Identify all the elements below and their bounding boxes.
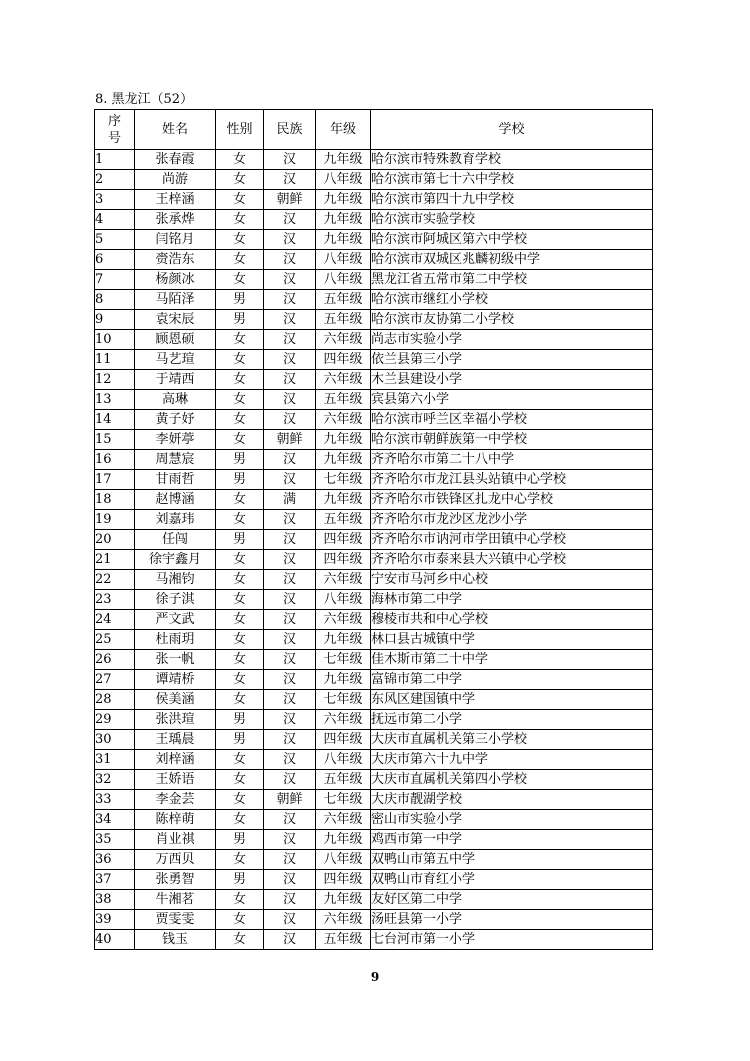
cell-seq: 39 <box>95 910 135 930</box>
cell-ethnicity: 汉 <box>264 350 316 370</box>
cell-seq: 9 <box>95 310 135 330</box>
cell-grade: 五年级 <box>316 310 371 330</box>
table-row <box>95 270 653 290</box>
table-row <box>95 150 653 170</box>
cell-ethnicity: 汉 <box>264 610 316 630</box>
cell-seq: 37 <box>95 870 135 890</box>
cell-gender: 男 <box>216 730 264 750</box>
cell-grade: 六年级 <box>316 910 371 930</box>
cell-seq: 27 <box>95 670 135 690</box>
cell-gender: 女 <box>216 750 264 770</box>
table-row <box>95 390 653 410</box>
cell-school: 密山市实验小学 <box>371 810 653 830</box>
cell-grade: 七年级 <box>316 790 371 810</box>
cell-ethnicity: 汉 <box>264 530 316 550</box>
cell-seq: 2 <box>95 170 135 190</box>
cell-ethnicity: 汉 <box>264 910 316 930</box>
table-row <box>95 710 653 730</box>
cell-seq: 23 <box>95 590 135 610</box>
cell-grade: 六年级 <box>316 710 371 730</box>
cell-gender: 女 <box>216 850 264 870</box>
cell-name: 张承烨 <box>135 210 216 230</box>
cell-school: 双鸭山市育红小学 <box>371 870 653 890</box>
cell-grade: 六年级 <box>316 370 371 390</box>
cell-grade: 九年级 <box>316 630 371 650</box>
cell-name: 谭靖桥 <box>135 670 216 690</box>
cell-gender: 女 <box>216 250 264 270</box>
cell-grade: 六年级 <box>316 570 371 590</box>
cell-gender: 女 <box>216 650 264 670</box>
section-title: 8. 黑龙江（52） <box>95 92 194 107</box>
cell-ethnicity: 汉 <box>264 850 316 870</box>
cell-gender: 女 <box>216 770 264 790</box>
cell-name: 李妍葶 <box>135 430 216 450</box>
cell-name: 王瑀晨 <box>135 730 216 750</box>
cell-ethnicity: 汉 <box>264 390 316 410</box>
cell-seq: 32 <box>95 770 135 790</box>
cell-name: 侯美涵 <box>135 690 216 710</box>
table-row <box>95 850 653 870</box>
table-row <box>95 250 653 270</box>
cell-grade: 五年级 <box>316 290 371 310</box>
cell-ethnicity: 朝鲜 <box>264 790 316 810</box>
cell-name: 徐宇鑫月 <box>135 550 216 570</box>
cell-grade: 九年级 <box>316 450 371 470</box>
cell-seq: 17 <box>95 470 135 490</box>
table-row <box>95 190 653 210</box>
cell-gender: 女 <box>216 150 264 170</box>
cell-school: 齐齐哈尔市铁锋区扎龙中心学校 <box>371 490 653 510</box>
cell-gender: 女 <box>216 790 264 810</box>
cell-gender: 女 <box>216 370 264 390</box>
cell-name: 于靖西 <box>135 370 216 390</box>
table-row <box>95 230 653 250</box>
cell-name: 周慧宸 <box>135 450 216 470</box>
roster-table <box>94 109 653 950</box>
cell-school: 哈尔滨市特殊教育学校 <box>371 150 653 170</box>
cell-ethnicity: 汉 <box>264 890 316 910</box>
cell-grade: 五年级 <box>316 930 371 950</box>
cell-school: 富锦市第二中学 <box>371 670 653 690</box>
cell-school: 哈尔滨市继红小学校 <box>371 290 653 310</box>
cell-school: 哈尔滨市第四十九中学校 <box>371 190 653 210</box>
cell-seq: 38 <box>95 890 135 910</box>
table-row <box>95 610 653 630</box>
cell-seq: 5 <box>95 230 135 250</box>
table-row <box>95 510 653 530</box>
header-school: 学校 <box>371 110 653 150</box>
cell-grade: 六年级 <box>316 610 371 630</box>
cell-grade: 九年级 <box>316 430 371 450</box>
cell-school: 穆棱市共和中心学校 <box>371 610 653 630</box>
cell-gender: 男 <box>216 830 264 850</box>
cell-name: 杨颜冰 <box>135 270 216 290</box>
cell-ethnicity: 汉 <box>264 630 316 650</box>
table-row <box>95 370 653 390</box>
cell-gender: 女 <box>216 630 264 650</box>
cell-name: 马湘钧 <box>135 570 216 590</box>
cell-school: 哈尔滨市阿城区第六中学校 <box>371 230 653 250</box>
cell-school: 尚志市实验小学 <box>371 330 653 350</box>
cell-name: 袁宋辰 <box>135 310 216 330</box>
cell-name: 黄子妤 <box>135 410 216 430</box>
cell-school: 七台河市第一小学 <box>371 930 653 950</box>
cell-seq: 4 <box>95 210 135 230</box>
cell-name: 张勇智 <box>135 870 216 890</box>
cell-name: 赵博涵 <box>135 490 216 510</box>
cell-name: 马陌泽 <box>135 290 216 310</box>
cell-ethnicity: 汉 <box>264 730 316 750</box>
table-row <box>95 930 653 950</box>
cell-gender: 女 <box>216 410 264 430</box>
cell-seq: 29 <box>95 710 135 730</box>
cell-seq: 40 <box>95 930 135 950</box>
cell-school: 友好区第二中学 <box>371 890 653 910</box>
cell-school: 齐齐哈尔市讷河市学田镇中心学校 <box>371 530 653 550</box>
cell-grade: 五年级 <box>316 770 371 790</box>
cell-grade: 八年级 <box>316 270 371 290</box>
cell-gender: 女 <box>216 330 264 350</box>
cell-seq: 30 <box>95 730 135 750</box>
table-row <box>95 470 653 490</box>
cell-gender: 女 <box>216 510 264 530</box>
cell-school: 大庆市直属机关第三小学校 <box>371 730 653 750</box>
table-row <box>95 790 653 810</box>
table-row <box>95 770 653 790</box>
cell-name: 徐子淇 <box>135 590 216 610</box>
header-seq-line2: 号 <box>107 131 121 146</box>
table-body <box>95 150 653 950</box>
cell-school: 林口县古城镇中学 <box>371 630 653 650</box>
cell-grade: 五年级 <box>316 510 371 530</box>
cell-ethnicity: 汉 <box>264 930 316 950</box>
cell-ethnicity: 汉 <box>264 470 316 490</box>
cell-gender: 男 <box>216 450 264 470</box>
cell-grade: 八年级 <box>316 590 371 610</box>
page-number: 9 <box>370 970 380 984</box>
cell-seq: 36 <box>95 850 135 870</box>
cell-name: 马艺瑄 <box>135 350 216 370</box>
header-gender: 性别 <box>216 110 264 150</box>
cell-gender: 女 <box>216 690 264 710</box>
cell-gender: 女 <box>216 190 264 210</box>
header-seq-line1: 序 <box>107 114 121 129</box>
cell-gender: 女 <box>216 910 264 930</box>
cell-ethnicity: 汉 <box>264 150 316 170</box>
cell-name: 万西贝 <box>135 850 216 870</box>
cell-ethnicity: 汉 <box>264 310 316 330</box>
table-row <box>95 810 653 830</box>
cell-grade: 六年级 <box>316 810 371 830</box>
cell-gender: 女 <box>216 670 264 690</box>
cell-ethnicity: 汉 <box>264 690 316 710</box>
cell-name: 钱玉 <box>135 930 216 950</box>
cell-seq: 13 <box>95 390 135 410</box>
cell-gender: 女 <box>216 570 264 590</box>
cell-gender: 女 <box>216 270 264 290</box>
cell-name: 甘雨哲 <box>135 470 216 490</box>
cell-seq: 18 <box>95 490 135 510</box>
cell-school: 哈尔滨市友协第二小学校 <box>371 310 653 330</box>
cell-seq: 16 <box>95 450 135 470</box>
cell-gender: 女 <box>216 590 264 610</box>
cell-school: 齐齐哈尔市龙沙区龙沙小学 <box>371 510 653 530</box>
table-header <box>95 110 653 150</box>
cell-school: 佳木斯市第二十中学 <box>371 650 653 670</box>
cell-seq: 28 <box>95 690 135 710</box>
cell-school: 汤旺县第一小学 <box>371 910 653 930</box>
cell-ethnicity: 汉 <box>264 650 316 670</box>
cell-school: 海林市第二中学 <box>371 590 653 610</box>
cell-grade: 九年级 <box>316 890 371 910</box>
table-row <box>95 830 653 850</box>
cell-ethnicity: 汉 <box>264 770 316 790</box>
cell-seq: 26 <box>95 650 135 670</box>
cell-name: 陈梓萌 <box>135 810 216 830</box>
table-row <box>95 750 653 770</box>
cell-name: 任闯 <box>135 530 216 550</box>
cell-ethnicity: 汉 <box>264 290 316 310</box>
cell-seq: 22 <box>95 570 135 590</box>
cell-name: 刘嘉玮 <box>135 510 216 530</box>
cell-seq: 25 <box>95 630 135 650</box>
cell-grade: 九年级 <box>316 230 371 250</box>
cell-ethnicity: 汉 <box>264 450 316 470</box>
cell-seq: 14 <box>95 410 135 430</box>
cell-grade: 八年级 <box>316 170 371 190</box>
cell-school: 木兰县建设小学 <box>371 370 653 390</box>
table-row <box>95 670 653 690</box>
cell-gender: 女 <box>216 610 264 630</box>
cell-name: 牛湘茗 <box>135 890 216 910</box>
table-row <box>95 630 653 650</box>
cell-ethnicity: 汉 <box>264 210 316 230</box>
cell-name: 李金芸 <box>135 790 216 810</box>
cell-name: 刘梓涵 <box>135 750 216 770</box>
table-row <box>95 530 653 550</box>
cell-grade: 六年级 <box>316 410 371 430</box>
cell-school: 齐齐哈尔市泰来县大兴镇中心学校 <box>371 550 653 570</box>
header-ethnicity: 民族 <box>264 110 316 150</box>
cell-school: 哈尔滨市双城区兆麟初级中学 <box>371 250 653 270</box>
header-seq <box>95 110 135 150</box>
cell-school: 鸡西市第一中学 <box>371 830 653 850</box>
table-row <box>95 590 653 610</box>
cell-gender: 女 <box>216 430 264 450</box>
cell-grade: 四年级 <box>316 350 371 370</box>
table-row <box>95 310 653 330</box>
cell-ethnicity: 汉 <box>264 550 316 570</box>
cell-school: 依兰县第三小学 <box>371 350 653 370</box>
table-row <box>95 690 653 710</box>
cell-seq: 15 <box>95 430 135 450</box>
cell-name: 顾恩硕 <box>135 330 216 350</box>
cell-ethnicity: 汉 <box>264 830 316 850</box>
cell-grade: 七年级 <box>316 470 371 490</box>
cell-seq: 24 <box>95 610 135 630</box>
cell-school: 齐齐哈尔市龙江县头站镇中心学校 <box>371 470 653 490</box>
cell-seq: 7 <box>95 270 135 290</box>
cell-name: 赍浩东 <box>135 250 216 270</box>
cell-seq: 33 <box>95 790 135 810</box>
cell-gender: 女 <box>216 930 264 950</box>
cell-name: 肖业祺 <box>135 830 216 850</box>
cell-gender: 男 <box>216 710 264 730</box>
cell-school: 宾县第六小学 <box>371 390 653 410</box>
cell-school: 大庆市靓湖学校 <box>371 790 653 810</box>
table-row <box>95 890 653 910</box>
cell-grade: 七年级 <box>316 650 371 670</box>
table-row <box>95 550 653 570</box>
cell-gender: 男 <box>216 530 264 550</box>
cell-gender: 男 <box>216 870 264 890</box>
cell-seq: 20 <box>95 530 135 550</box>
cell-name: 张一帆 <box>135 650 216 670</box>
cell-school: 大庆市第六十九中学 <box>371 750 653 770</box>
cell-seq: 1 <box>95 150 135 170</box>
cell-grade: 四年级 <box>316 530 371 550</box>
cell-ethnicity: 汉 <box>264 810 316 830</box>
cell-grade: 九年级 <box>316 670 371 690</box>
cell-name: 尚游 <box>135 170 216 190</box>
table-row <box>95 570 653 590</box>
cell-school: 黑龙江省五常市第二中学校 <box>371 270 653 290</box>
cell-ethnicity: 汉 <box>264 670 316 690</box>
cell-ethnicity: 汉 <box>264 330 316 350</box>
cell-name: 闫铭月 <box>135 230 216 250</box>
cell-grade: 七年级 <box>316 690 371 710</box>
table-row <box>95 910 653 930</box>
table-row <box>95 730 653 750</box>
cell-name: 高琳 <box>135 390 216 410</box>
cell-grade: 四年级 <box>316 870 371 890</box>
cell-gender: 女 <box>216 210 264 230</box>
cell-school: 哈尔滨市第七十六中学校 <box>371 170 653 190</box>
cell-seq: 3 <box>95 190 135 210</box>
cell-seq: 31 <box>95 750 135 770</box>
cell-school: 大庆市直属机关第四小学校 <box>371 770 653 790</box>
cell-name: 贾雯雯 <box>135 910 216 930</box>
cell-name: 张春霞 <box>135 150 216 170</box>
cell-ethnicity: 汉 <box>264 750 316 770</box>
cell-ethnicity: 朝鲜 <box>264 430 316 450</box>
table-row <box>95 870 653 890</box>
cell-seq: 10 <box>95 330 135 350</box>
cell-gender: 女 <box>216 550 264 570</box>
cell-grade: 八年级 <box>316 850 371 870</box>
cell-grade: 五年级 <box>316 390 371 410</box>
table-row <box>95 410 653 430</box>
cell-ethnicity: 朝鲜 <box>264 190 316 210</box>
cell-school: 抚远市第二小学 <box>371 710 653 730</box>
cell-gender: 男 <box>216 290 264 310</box>
cell-grade: 九年级 <box>316 150 371 170</box>
cell-school: 哈尔滨市朝鲜族第一中学校 <box>371 430 653 450</box>
cell-ethnicity: 汉 <box>264 270 316 290</box>
cell-seq: 11 <box>95 350 135 370</box>
table-row <box>95 210 653 230</box>
cell-gender: 女 <box>216 230 264 250</box>
header-grade: 年级 <box>316 110 371 150</box>
cell-seq: 34 <box>95 810 135 830</box>
cell-gender: 女 <box>216 390 264 410</box>
cell-grade: 九年级 <box>316 190 371 210</box>
cell-school: 双鸭山市第五中学 <box>371 850 653 870</box>
cell-school: 齐齐哈尔市第二十八中学 <box>371 450 653 470</box>
cell-name: 杜雨玥 <box>135 630 216 650</box>
cell-seq: 12 <box>95 370 135 390</box>
cell-grade: 六年级 <box>316 330 371 350</box>
cell-ethnicity: 汉 <box>264 570 316 590</box>
table-row <box>95 290 653 310</box>
table-row <box>95 170 653 190</box>
cell-name: 王娇语 <box>135 770 216 790</box>
table-row <box>95 430 653 450</box>
cell-gender: 女 <box>216 810 264 830</box>
cell-name: 王梓涵 <box>135 190 216 210</box>
cell-school: 哈尔滨市呼兰区幸福小学校 <box>371 410 653 430</box>
cell-seq: 8 <box>95 290 135 310</box>
table-row <box>95 650 653 670</box>
cell-ethnicity: 汉 <box>264 590 316 610</box>
table-row <box>95 490 653 510</box>
cell-seq: 21 <box>95 550 135 570</box>
cell-seq: 6 <box>95 250 135 270</box>
cell-ethnicity: 汉 <box>264 710 316 730</box>
cell-grade: 四年级 <box>316 730 371 750</box>
cell-ethnicity: 汉 <box>264 170 316 190</box>
cell-school: 宁安市马河乡中心校 <box>371 570 653 590</box>
cell-grade: 八年级 <box>316 250 371 270</box>
cell-grade: 九年级 <box>316 210 371 230</box>
cell-gender: 女 <box>216 170 264 190</box>
header-row <box>95 110 653 150</box>
cell-ethnicity: 汉 <box>264 410 316 430</box>
cell-ethnicity: 汉 <box>264 870 316 890</box>
table-row <box>95 350 653 370</box>
header-name: 姓名 <box>135 110 216 150</box>
table-row <box>95 330 653 350</box>
cell-seq: 19 <box>95 510 135 530</box>
cell-name: 严文武 <box>135 610 216 630</box>
cell-school: 东风区建国镇中学 <box>371 690 653 710</box>
cell-ethnicity: 汉 <box>264 510 316 530</box>
table-row <box>95 450 653 470</box>
cell-ethnicity: 满 <box>264 490 316 510</box>
cell-seq: 35 <box>95 830 135 850</box>
cell-ethnicity: 汉 <box>264 250 316 270</box>
cell-gender: 男 <box>216 310 264 330</box>
cell-ethnicity: 汉 <box>264 230 316 250</box>
cell-ethnicity: 汉 <box>264 370 316 390</box>
cell-grade: 四年级 <box>316 550 371 570</box>
cell-gender: 女 <box>216 490 264 510</box>
cell-gender: 女 <box>216 890 264 910</box>
cell-grade: 八年级 <box>316 750 371 770</box>
cell-name: 张洪瑄 <box>135 710 216 730</box>
cell-grade: 九年级 <box>316 490 371 510</box>
cell-gender: 女 <box>216 350 264 370</box>
cell-grade: 九年级 <box>316 830 371 850</box>
cell-gender: 男 <box>216 470 264 490</box>
cell-school: 哈尔滨市实验学校 <box>371 210 653 230</box>
